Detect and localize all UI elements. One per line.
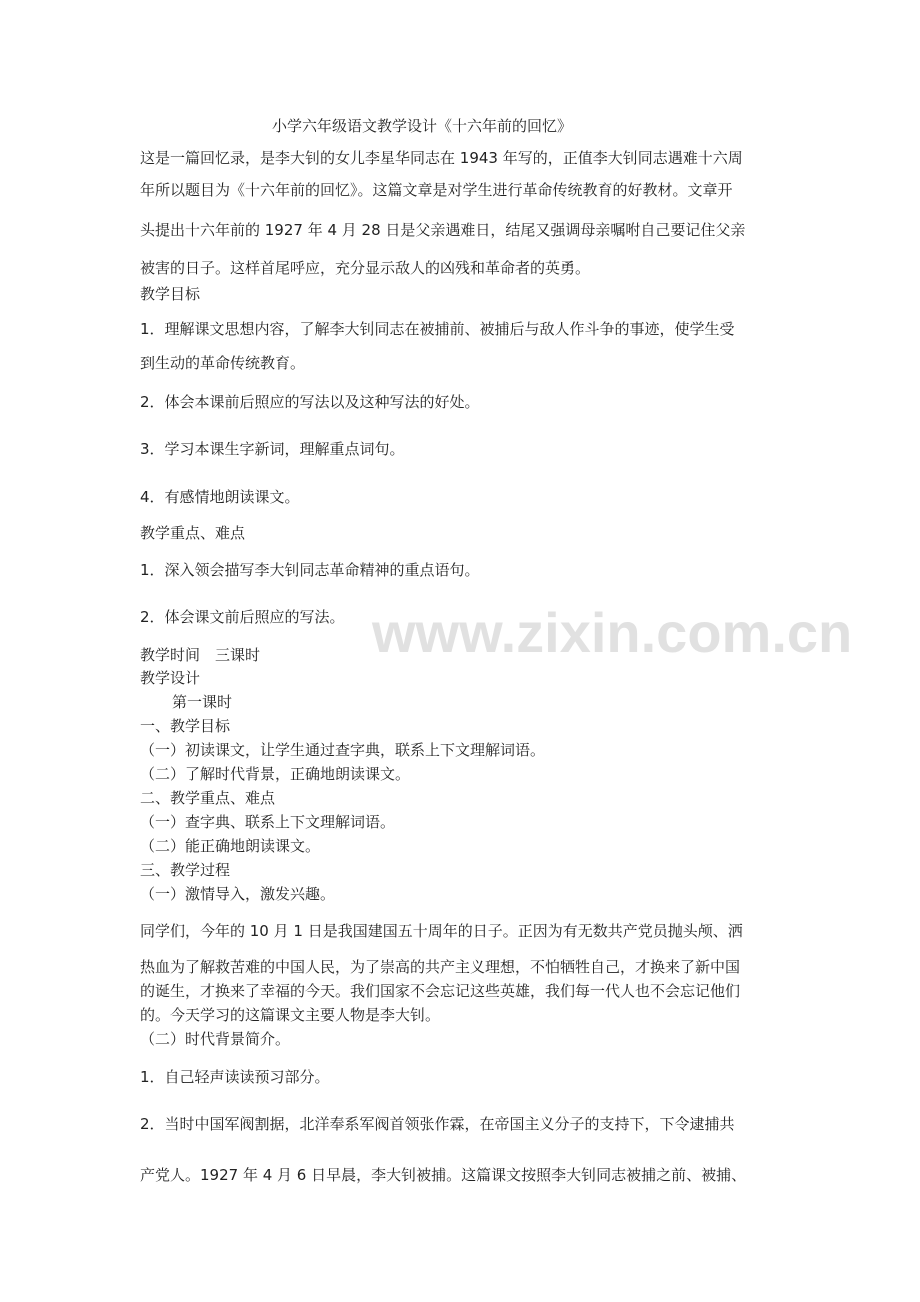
list-item: 2．体会课文前后照应的写法。 bbox=[140, 608, 345, 626]
list-item: 4．有感情地朗读课文。 bbox=[140, 488, 300, 506]
list-item: （一）初读课文，让学生通过查字典，联系上下文理解词语。 bbox=[140, 741, 546, 759]
list-item: 2．当时中国军阀割据，北洋奉系军阀首领张作霖，在帝国主义分子的支持下，下令逮捕共 bbox=[140, 1115, 735, 1133]
section-heading: 教学设计 bbox=[140, 669, 201, 687]
list-item: （二）了解时代背景，正确地朗读课文。 bbox=[140, 765, 411, 783]
section-heading: 教学目标 bbox=[140, 285, 201, 303]
list-item: 1．深入领会描写李大钊同志革命精神的重点语句。 bbox=[140, 561, 480, 579]
paragraph-line: 被害的日子。这样首尾呼应，充分显示敌人的凶残和革命者的英勇。 bbox=[140, 259, 591, 277]
list-item: 1．自己轻声读读预习部分。 bbox=[140, 1068, 330, 1086]
watermark: www.zixin.com.cn bbox=[372, 601, 853, 664]
paragraph-line: 热血为了解救苦难的中国人民，为了崇高的共产主义理想，不怕牺牲自己，才换来了新中国 bbox=[140, 958, 741, 976]
section-heading: 三、教学过程 bbox=[140, 861, 231, 879]
paragraph-line: 的。今天学习的这篇课文主要人物是李大钊。 bbox=[140, 1006, 441, 1024]
paragraph-line: 年所以题目为《十六年前的回忆》。这篇文章是对学生进行革命传统教育的好教材。文章开 bbox=[140, 181, 733, 199]
list-item-continuation: 到生动的革命传统教育。 bbox=[140, 354, 306, 372]
paragraph-line: 同学们，今年的 10 月 1 日是我国建国五十周年的日子。正因为有无数共产党员抛头颅、洒 bbox=[140, 922, 743, 940]
paragraph-line: 头提出十六年前的 1927 年 4 月 28 日是父亲遇难日，结尾又强调母亲嘱咐自己要记住父亲 bbox=[140, 221, 746, 239]
list-item: 3．学习本课生字新词，理解重点词句。 bbox=[140, 440, 405, 458]
section-heading: 二、教学重点、难点 bbox=[140, 789, 276, 807]
list-item: （二）能正确地朗读课文。 bbox=[140, 837, 321, 855]
list-item: （一）查字典、联系上下文理解词语。 bbox=[140, 813, 396, 831]
section-heading: 教学时间 三课时 bbox=[140, 646, 261, 664]
paragraph-line: 这是一篇回忆录，是李大钊的女儿李星华同志在 1943 年写的，正值李大钊同志遇难十六周 bbox=[140, 149, 743, 167]
list-item: （二）时代背景简介。 bbox=[140, 1030, 291, 1048]
lesson-heading: 第一课时 bbox=[172, 693, 233, 711]
paragraph-line: 产党人。1927 年 4 月 6 日早晨，李大钊被捕。这篇课文按照李大钊同志被捕之前、被捕、 bbox=[140, 1166, 747, 1184]
list-item: （一）激情导入，激发兴趣。 bbox=[140, 885, 336, 903]
list-item: 2．体会本课前后照应的写法以及这种写法的好处。 bbox=[140, 393, 480, 411]
section-heading: 教学重点、难点 bbox=[140, 524, 246, 542]
document-title: 小学六年级语文教学设计《十六年前的回忆》 bbox=[272, 117, 573, 135]
paragraph-line: 的诞生，才换来了幸福的今天。我们国家不会忘记这些英雄，我们每一代人也不会忘记他们 bbox=[140, 982, 741, 1000]
list-item: 1．理解课文思想内容，了解李大钊同志在被捕前、被捕后与敌人作斗争的事迹，使学生受 bbox=[140, 320, 735, 338]
section-heading: 一、教学目标 bbox=[140, 717, 231, 735]
